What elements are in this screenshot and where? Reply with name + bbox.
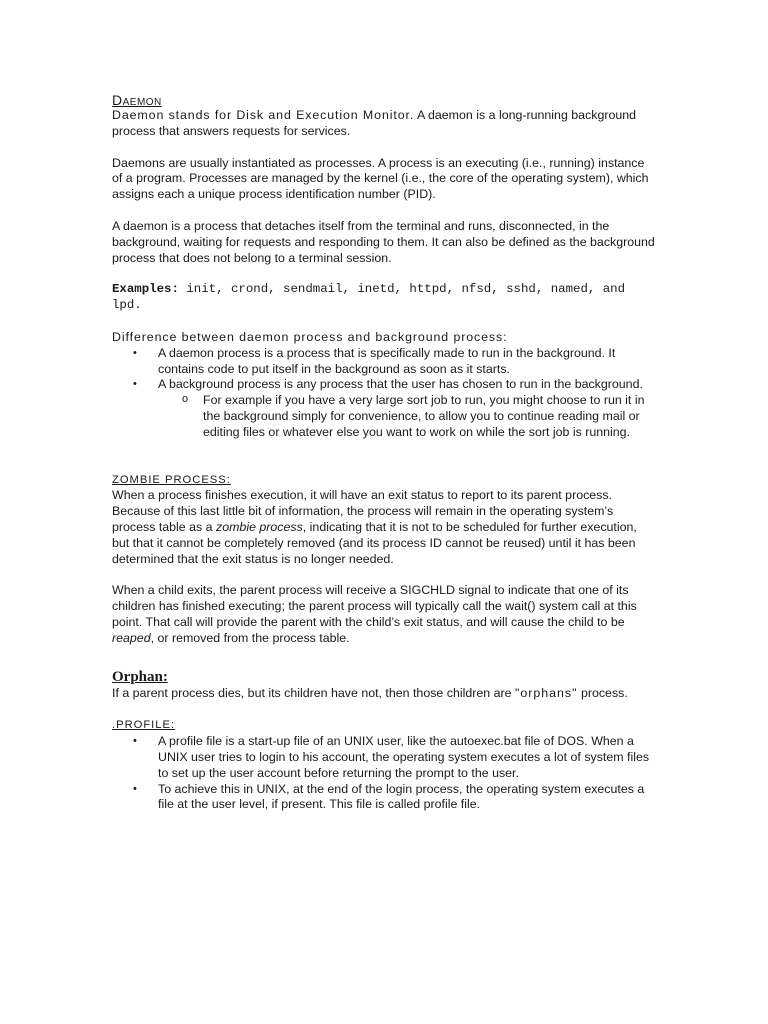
emphasized-term: zombie process	[216, 519, 303, 534]
orphan-quoted-term: "orphans"	[514, 685, 578, 700]
profile-section	[112, 718, 657, 813]
list-item-text: A background process is any process that the user has chosen to run in the background.	[158, 377, 643, 392]
list-item	[112, 782, 657, 814]
daemon-paragraph-2: Daemons are usually instantiated as processes. A process is an executing (i.e., running) instance of a program. Processes are managed by the kernel (i.e., the core of the operating system), which assigns each a unique process identification number (PID).	[112, 155, 649, 202]
daemon-paragraph-3: A daemon is a process that detaches itself from the terminal and runs, disconnected, in the background, waiting for requests and responding to them. It can also be defined as the background process that does not belong to a terminal session.	[112, 218, 655, 265]
list-item-text: To achieve this in UNIX, at the end of the login process, the operating system executes a file at the user level, if present. This file is called profile file.	[158, 781, 645, 812]
profile-list	[112, 734, 657, 813]
text-run: When a process finishes execution, it will have an exit status to report to its parent process. Because of this last little bit of information, the process will remain in the operating system’s process table as a	[112, 488, 614, 534]
examples-list: init, crond, sendmail, inetd, httpd, nfsd, sshd, named, and lpd.	[112, 282, 626, 313]
text-run: A daemon is a long-running background process that answers requests for services.	[112, 108, 637, 138]
difference-section	[112, 330, 657, 441]
hollow-bullet-icon: o	[182, 393, 189, 406]
examples-label: Examples:	[112, 282, 179, 297]
orphan-text-start: If a parent process dies, but its children have not, then those children are	[112, 685, 515, 700]
bullet-icon: •	[133, 735, 137, 748]
bullet-icon: •	[133, 378, 137, 391]
text-run: When a child exits, the parent process will receive a SIGCHLD signal to indicate that one of its children has finished executing; the parent process will typically call the wait() system call at this point. That call will provide the parent with the child’s exit status, and will cause the child to be	[112, 583, 637, 629]
orphan-text-end: process.	[577, 685, 628, 700]
text-run: , indicating that it is not to be scheduled for further execution, but that it cannot be completely removed (and its process ID cannot be reused) until it has been determined that the exit status is no longer needed.	[112, 519, 637, 566]
daemon-section	[112, 92, 657, 314]
bullet-icon: •	[133, 782, 137, 795]
list-item	[112, 377, 657, 440]
text-run: , or removed from the process table.	[150, 630, 350, 645]
difference-sublist	[158, 393, 657, 440]
bullet-icon: •	[133, 346, 137, 359]
difference-heading: Difference between daemon process and background process:	[112, 329, 508, 344]
daemon-paragraph-1	[112, 108, 657, 140]
orphan-section	[112, 668, 657, 702]
daemon-examples	[112, 282, 657, 314]
zombie-paragraph-1	[112, 488, 657, 567]
difference-list	[112, 346, 657, 441]
zombie-heading: ZOMBIE PROCESS:	[112, 473, 231, 486]
list-item-text: A daemon process is a process that is specifically made to run in the background. It contains code to put itself in the background as soon as it starts.	[158, 345, 616, 376]
sub-list-item-text: For example if you have a very large sort job to run, you might choose to run it in the background simply for convenience, to allow you to continue reading mail or editing files or whatever else you want to work on while the sort job is running.	[203, 393, 645, 439]
list-item	[112, 734, 657, 781]
orphan-heading: Orphan:	[112, 668, 168, 685]
orphan-paragraph	[112, 686, 657, 702]
sub-list-item	[158, 393, 657, 440]
text-run: Daemon stands for Disk and Execution Monitor.	[112, 108, 415, 122]
profile-heading: .PROFILE:	[112, 719, 176, 732]
emphasized-term: reaped	[112, 630, 151, 645]
list-item-text: A profile file is a start-up file of an UNIX user, like the autoexec.bat file of DOS. When a UNIX user tries to login to his account, the operating system executes a lot of system files to set up the user account before returning the prompt to the user.	[158, 734, 650, 780]
list-item	[112, 346, 657, 378]
zombie-section	[112, 473, 657, 647]
daemon-heading: Daemon	[112, 92, 162, 108]
zombie-paragraph-2	[112, 583, 657, 646]
document-body	[112, 92, 657, 813]
